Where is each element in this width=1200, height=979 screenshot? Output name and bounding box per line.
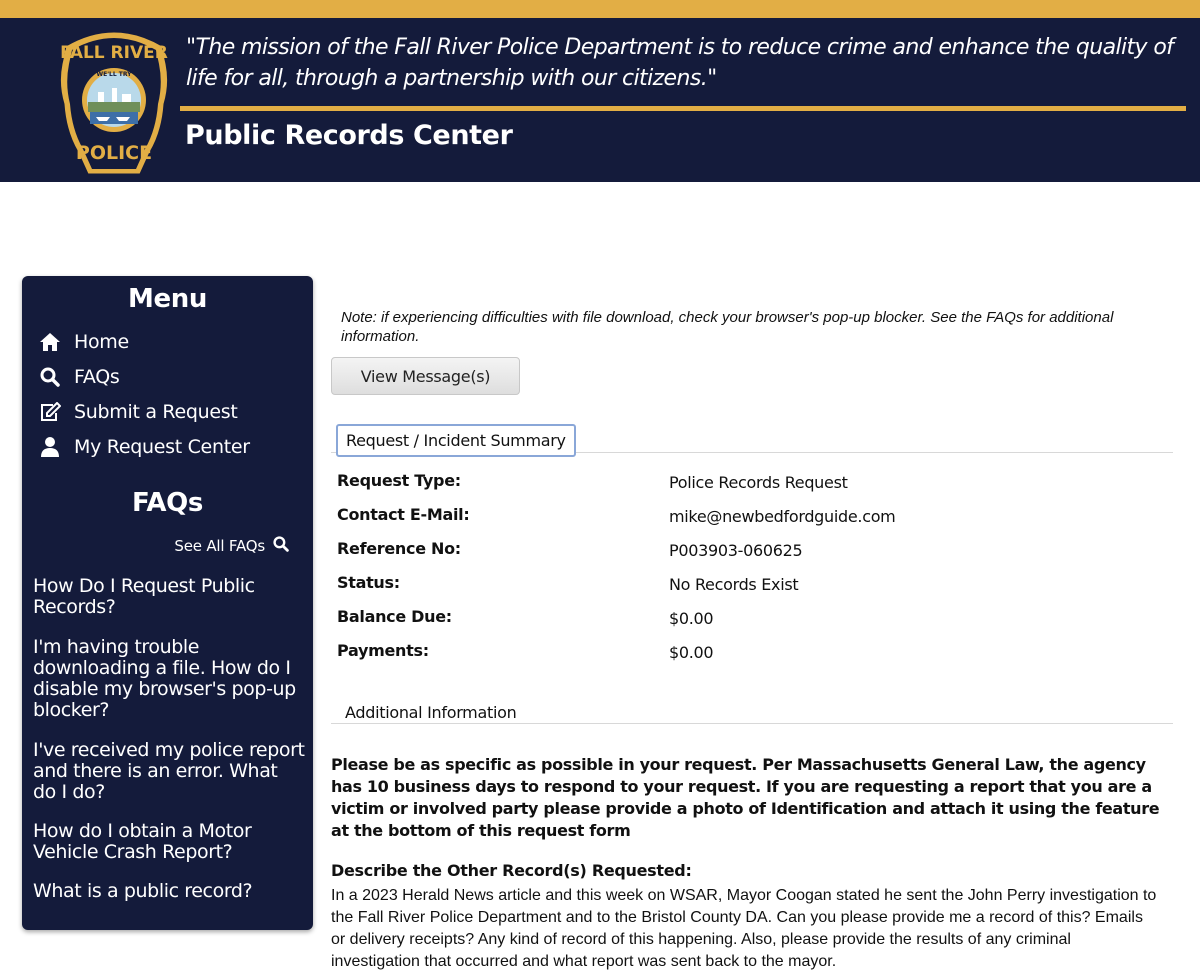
menu-item-label: FAQs	[74, 366, 120, 388]
site-header	[0, 18, 1200, 182]
summary-value: P003903-060625	[669, 541, 803, 560]
summary-value: $0.00	[669, 609, 714, 628]
mission-statement: "The mission of the Fall River Police Department is to reduce crime and enhance the quality of life for all, through a partnership with our citizens."	[186, 35, 1174, 91]
download-note: Note: if experiencing difficulties with file download, check your browser's pop-up blocker. See the FAQs for additional information.	[341, 309, 1114, 345]
tab-request-summary[interactable]: Request / Incident Summary	[336, 424, 576, 457]
summary-value: Police Records Request	[669, 473, 848, 492]
see-all-label: See All FAQs	[174, 537, 265, 555]
page-title: Public Records Center	[185, 120, 513, 151]
summary-label: Reference No:	[337, 539, 461, 558]
describe-records-label: Describe the Other Record(s) Requested:	[331, 861, 692, 880]
faq-link[interactable]: I'm having trouble downloading a file. How do I disable my browser's pop-up blocker?	[33, 636, 296, 721]
menu-item-submit-request[interactable]	[38, 397, 238, 427]
see-all-faqs-link[interactable]	[174, 536, 289, 556]
home-icon	[38, 330, 62, 354]
header-divider	[180, 106, 1186, 111]
summary-label: Payments:	[337, 641, 429, 660]
menu-item-home[interactable]	[38, 327, 129, 357]
edit-icon	[38, 400, 62, 424]
summary-label: Balance Due:	[337, 607, 452, 626]
menu-heading: Menu	[128, 284, 207, 314]
user-icon	[38, 435, 62, 459]
faqs-heading: FAQs	[132, 488, 203, 518]
sidebar	[22, 276, 313, 930]
summary-label: Contact E-Mail:	[337, 505, 470, 524]
menu-item-faqs[interactable]	[38, 362, 120, 392]
request-instructions: Please be as specific as possible in your request. Per Massachusetts General Law, the agency has 10 business days to respond to your request. If you are requesting a report that you are a victim or involved party please provide a photo of Identification and attach it using the feature at the bottom of this request form	[331, 755, 1160, 840]
summary-label: Request Type:	[337, 471, 461, 490]
menu-item-label: My Request Center	[74, 436, 250, 458]
status-value: No Records Exist	[669, 575, 799, 594]
svg-text:FALL RIVER: FALL RIVER	[60, 43, 168, 63]
menu-item-label: Home	[74, 331, 129, 353]
top-accent-bar	[0, 0, 1200, 18]
describe-records-text: In a 2023 Herald News article and this week on WSAR, Mayor Coogan stated he sent the John Perry investigation to the Fall River Police Department and to the Bristol County DA. Can you please provide me a record of this? Emails or delivery receipts? Any kind of record of this happening. Also, please provide the results of any criminal investigation that occurred and what report was sent back to the mayor.	[331, 887, 1157, 970]
faq-link[interactable]: How Do I Request Public Records?	[33, 575, 255, 618]
police-badge-logo[interactable]	[54, 24, 174, 176]
additional-info-divider	[331, 723, 1173, 724]
summary-label: Status:	[337, 573, 400, 592]
menu-item-my-request-center[interactable]	[38, 432, 250, 462]
svg-text:POLICE: POLICE	[75, 142, 153, 164]
view-messages-button[interactable]: View Message(s)	[331, 357, 520, 395]
faq-link[interactable]: How do I obtain a Motor Vehicle Crash Report?	[33, 820, 252, 863]
search-icon	[38, 365, 62, 389]
menu-item-label: Submit a Request	[74, 401, 238, 423]
summary-value: $0.00	[669, 643, 714, 662]
faq-link[interactable]: What is a public record?	[33, 880, 253, 902]
svg-text:WE'LL TRY: WE'LL TRY	[96, 71, 132, 78]
faq-link[interactable]: I've received my police report and there is an error. What do I do?	[33, 739, 305, 803]
summary-value: mike@newbedfordguide.com	[669, 507, 896, 526]
search-icon	[273, 536, 289, 556]
additional-info-heading: Additional Information	[345, 703, 517, 722]
